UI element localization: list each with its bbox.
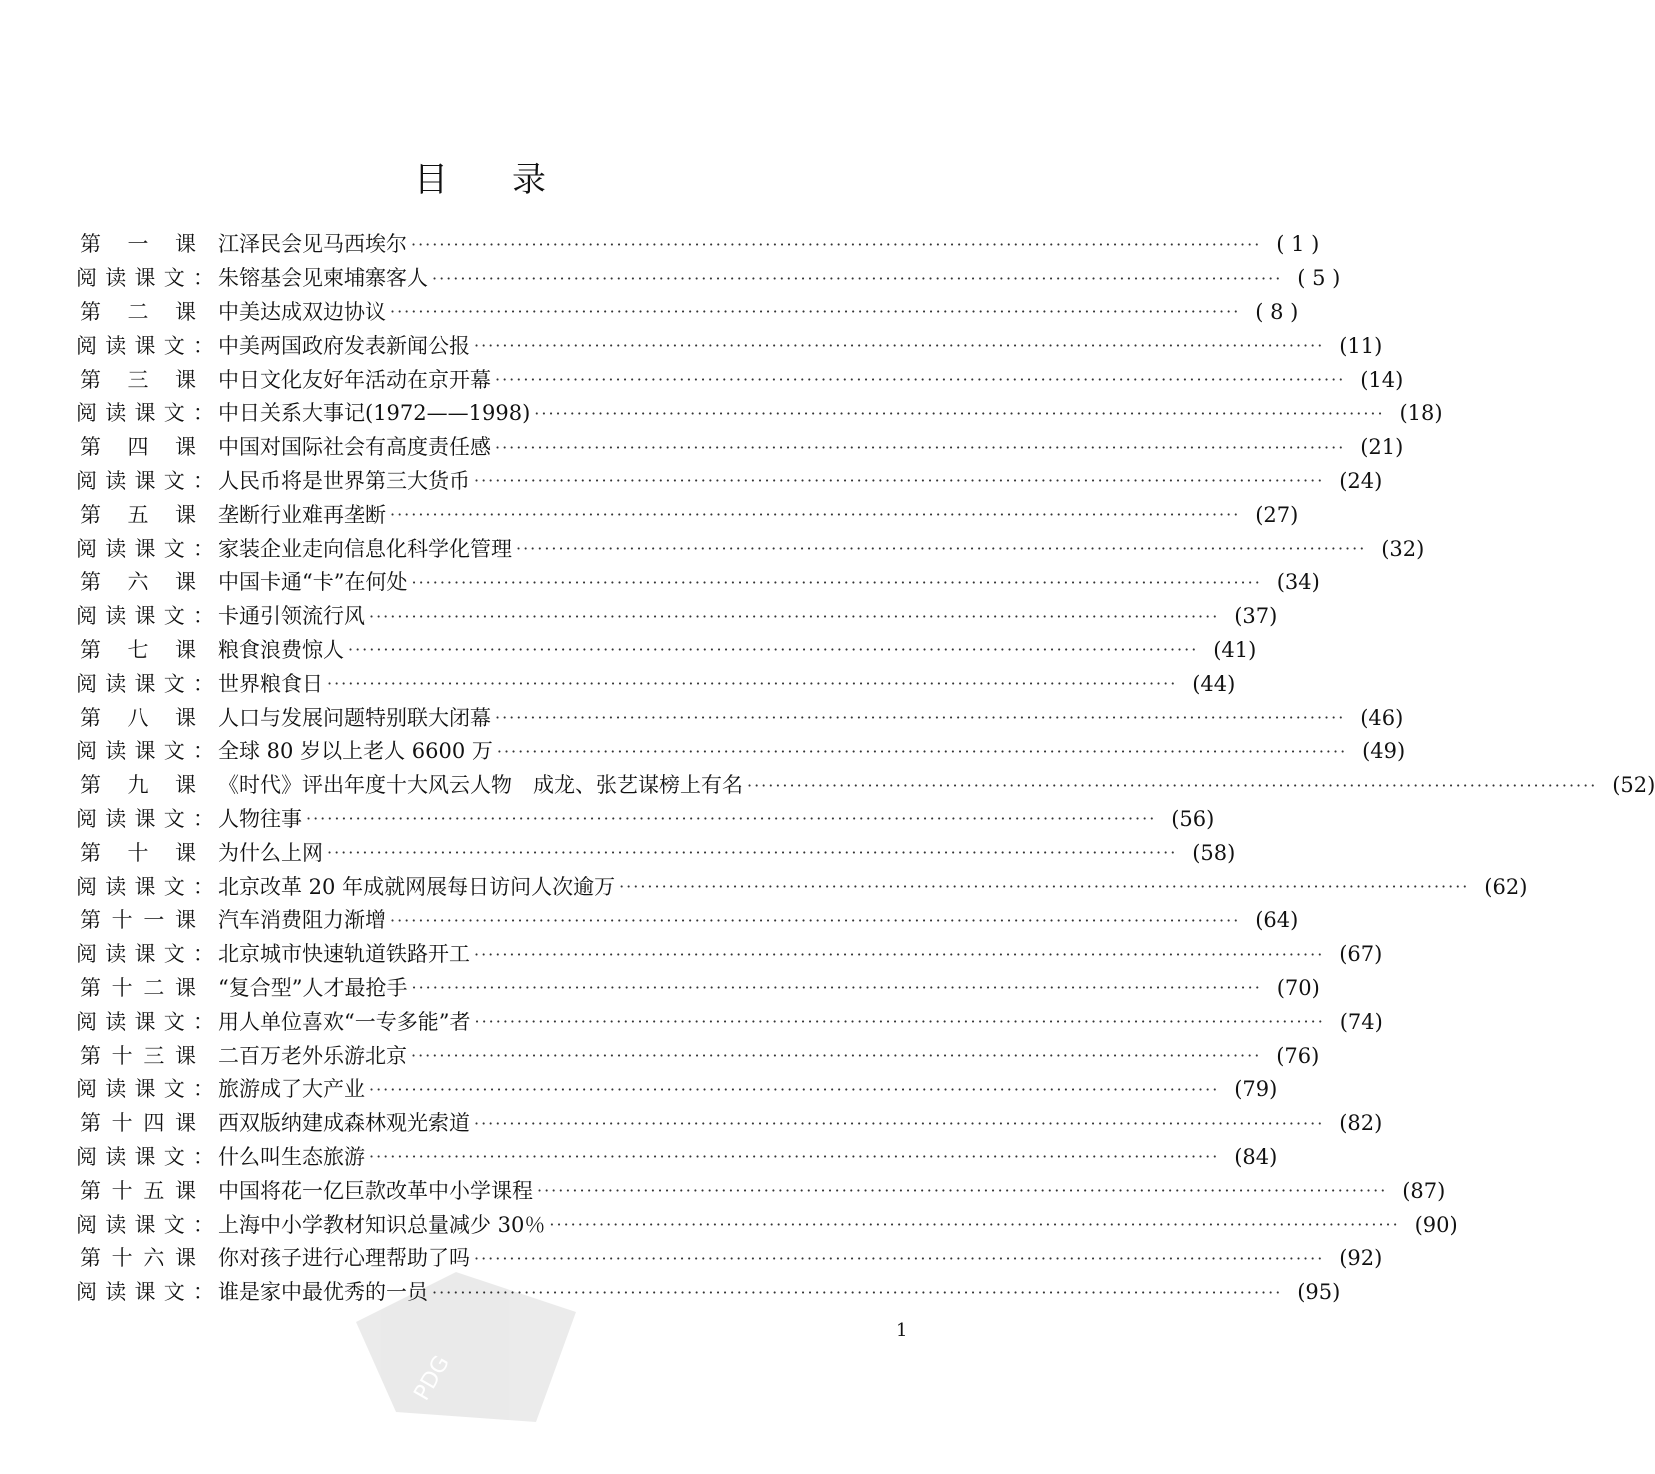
toc-entry bbox=[76, 498, 1299, 532]
dot-leader: ························································································································ bbox=[432, 1282, 1283, 1302]
dot-leader: ························································································································ bbox=[411, 1046, 1262, 1066]
toc-entry-page: (34) bbox=[1276, 570, 1320, 595]
toc-entry-page: ( 5 ) bbox=[1297, 266, 1341, 291]
toc-entry-title: 中国卡通“卡”在何处 bbox=[218, 570, 408, 595]
dot-leader: ························································································································ bbox=[495, 708, 1346, 728]
toc-entry-label: 阅 读 课 文 ： bbox=[76, 1212, 214, 1237]
toc-entry bbox=[76, 363, 1404, 397]
toc-entry-page: (67) bbox=[1339, 942, 1383, 967]
toc-entry-title: 西双版纳建成森林观光索道 bbox=[218, 1111, 470, 1136]
toc-entry bbox=[76, 904, 1299, 938]
toc-entry-title: 卡通引领流行风 bbox=[218, 604, 365, 629]
dot-leader: ························································································································ bbox=[537, 1181, 1388, 1201]
toc-entry-label: 阅 读 课 文 ： bbox=[76, 333, 214, 358]
dot-leader: ························································································································ bbox=[474, 1248, 1325, 1268]
toc-entry-page: (70) bbox=[1276, 975, 1320, 1000]
dot-leader: ························································································································ bbox=[369, 606, 1220, 626]
dot-leader: ························································································································ bbox=[474, 1113, 1325, 1133]
toc-entry-page: (32) bbox=[1381, 536, 1425, 561]
dot-leader: ························································································································ bbox=[327, 674, 1178, 694]
toc-entry-page: (87) bbox=[1402, 1178, 1446, 1203]
toc-entry-label: 第 四 课 bbox=[80, 435, 196, 460]
dot-leader: ························································································································ bbox=[306, 809, 1157, 829]
toc-entry-title: 中日文化友好年活动在京开幕 bbox=[218, 367, 491, 392]
toc-entry-page: (64) bbox=[1255, 908, 1299, 933]
svg-text:PDG: PDG bbox=[409, 1351, 455, 1405]
toc-entry-page: (41) bbox=[1213, 637, 1257, 662]
dot-leader: ························································································································ bbox=[390, 910, 1241, 930]
toc-entry-label: 第 十 五 课 bbox=[80, 1178, 196, 1203]
toc-entry bbox=[76, 1208, 1458, 1242]
toc-entry bbox=[76, 397, 1443, 431]
toc-entry-page: (21) bbox=[1360, 435, 1404, 460]
toc-entry-label: 第 十 四 课 bbox=[80, 1111, 196, 1136]
dot-leader: ························································································································ bbox=[474, 1012, 1325, 1032]
toc-entry-title: 旅游成了大产业 bbox=[218, 1077, 365, 1102]
toc-entry-title: 中美两国政府发表新闻公报 bbox=[218, 333, 470, 358]
toc-entry bbox=[76, 262, 1341, 296]
dot-leader: ························································································································ bbox=[534, 403, 1385, 423]
toc-entry-title: 世界粮食日 bbox=[218, 671, 323, 696]
toc-entry-page: (84) bbox=[1234, 1144, 1278, 1169]
toc-entry bbox=[76, 1141, 1278, 1175]
toc-entry bbox=[76, 566, 1320, 600]
toc-entry bbox=[76, 701, 1404, 735]
toc-entry-label: 阅 读 课 文 ： bbox=[76, 1144, 214, 1169]
toc-entry-label: 第 十 六 课 bbox=[80, 1246, 196, 1271]
toc-entry-page: (14) bbox=[1360, 367, 1404, 392]
toc-entry-page: (44) bbox=[1192, 671, 1236, 696]
toc-entry-title: 用人单位喜欢“一专多能”者 bbox=[218, 1009, 471, 1034]
toc-entry-title: 北京城市快速轨道铁路开工 bbox=[218, 942, 470, 967]
page-number: 1 bbox=[896, 1320, 908, 1341]
toc-entry-label: 阅 读 课 文 ： bbox=[76, 671, 214, 696]
toc-entry bbox=[76, 634, 1257, 668]
toc-entry-title: 朱镕基会见柬埔寨客人 bbox=[218, 266, 428, 291]
toc-entry bbox=[76, 870, 1528, 904]
toc-entry-label: 第 八 课 bbox=[80, 705, 196, 730]
toc-entry-page: ( 8 ) bbox=[1255, 299, 1299, 324]
title-char-2: 录 bbox=[512, 160, 546, 200]
toc-entry-title: 什么叫生态旅游 bbox=[218, 1144, 365, 1169]
toc-entry-label: 阅 读 课 文 ： bbox=[76, 739, 214, 764]
dot-leader: ························································································································ bbox=[411, 978, 1262, 998]
dot-leader: ························································································································ bbox=[411, 572, 1262, 592]
toc-entry-page: (27) bbox=[1255, 502, 1299, 527]
toc-entry-title: 中国对国际社会有高度责任感 bbox=[218, 435, 491, 460]
toc-entry-page: (90) bbox=[1414, 1212, 1458, 1237]
toc-entry bbox=[76, 1039, 1320, 1073]
dot-leader: ························································································································ bbox=[327, 843, 1178, 863]
dot-leader: ························································································································ bbox=[549, 1215, 1400, 1234]
toc-entry bbox=[76, 1005, 1383, 1039]
toc-entry bbox=[76, 938, 1383, 972]
toc-entry-title: 中日关系大事记(1972——1998) bbox=[218, 401, 531, 426]
toc-entry-page: (11) bbox=[1339, 333, 1383, 358]
toc-entry-page: (79) bbox=[1234, 1077, 1278, 1102]
toc-entry bbox=[76, 1107, 1383, 1141]
toc-entry-label: 第 十 一 课 bbox=[80, 908, 196, 933]
toc-entry-title: 人民币将是世界第三大货币 bbox=[218, 468, 470, 493]
toc-entry-page: (18) bbox=[1399, 401, 1443, 426]
toc-entry bbox=[76, 735, 1406, 769]
dot-leader: ························································································································ bbox=[474, 336, 1325, 356]
page-title bbox=[0, 152, 960, 201]
toc-entry-label: 第 十 三 课 bbox=[80, 1043, 196, 1068]
toc-entry-label: 第 十 二 课 bbox=[80, 975, 196, 1000]
toc-entry bbox=[76, 972, 1320, 1006]
toc-entry-page: (24) bbox=[1339, 468, 1383, 493]
toc-entry-page: (62) bbox=[1484, 874, 1528, 899]
dot-leader: ························································································································ bbox=[619, 877, 1470, 897]
toc-entry-label: 阅 读 课 文 ： bbox=[76, 942, 214, 967]
toc-entry-label: 阅 读 课 文 ： bbox=[76, 604, 214, 629]
dot-leader: ························································································································ bbox=[747, 775, 1598, 795]
toc-entry-label: 第 六 课 bbox=[80, 570, 196, 595]
toc-entry-label: 阅 读 课 文 ： bbox=[76, 536, 214, 561]
toc-entry-label: 第 九 课 bbox=[80, 773, 196, 798]
toc-entry bbox=[76, 600, 1278, 634]
toc-entry-title: 中国将花一亿巨款改革中小学课程 bbox=[218, 1178, 533, 1203]
toc-entry-label: 第 十 课 bbox=[80, 840, 196, 865]
toc-entry-label: 第 三 课 bbox=[80, 367, 196, 392]
dot-leader: ························································································································ bbox=[495, 370, 1346, 390]
toc-entry-title: 北京改革 20 年成就网展每日访问人次逾万 bbox=[218, 874, 616, 899]
toc-entry-label: 阅 读 课 文 ： bbox=[76, 401, 214, 426]
dot-leader: ························································································································ bbox=[411, 234, 1262, 254]
toc-entry-title: 上海中小学教材知识总量减少 30％ bbox=[218, 1212, 546, 1237]
dot-leader: ························································································································ bbox=[474, 471, 1325, 491]
toc-entry bbox=[76, 431, 1404, 465]
dot-leader: ························································································································ bbox=[348, 640, 1199, 660]
toc-entry-title: 粮食浪费惊人 bbox=[218, 637, 344, 662]
toc-entry bbox=[76, 1073, 1278, 1107]
toc-entry bbox=[76, 769, 1655, 803]
toc-entry-label: 阅 读 课 文 ： bbox=[76, 806, 214, 831]
dot-leader: ························································································································ bbox=[369, 1147, 1220, 1167]
toc-entry bbox=[76, 803, 1215, 837]
toc-entry-page: (74) bbox=[1339, 1009, 1383, 1034]
toc-entry-page: (37) bbox=[1234, 604, 1278, 629]
toc-entry-page: (76) bbox=[1276, 1043, 1320, 1068]
toc-entry-page: (49) bbox=[1362, 739, 1406, 764]
dot-leader: ························································································································ bbox=[390, 505, 1241, 525]
toc-entry bbox=[76, 532, 1425, 566]
toc-entry-label: 第 一 课 bbox=[80, 232, 196, 257]
toc-entry-title: 汽车消费阻力渐增 bbox=[218, 908, 386, 933]
toc-entry-title: “复合型”人才最抢手 bbox=[218, 975, 408, 1000]
toc-entry-label: 阅 读 课 文 ： bbox=[76, 874, 214, 899]
toc-entry bbox=[76, 836, 1236, 870]
toc-entry-label: 阅 读 课 文 ： bbox=[76, 468, 214, 493]
toc-entry-title: 《时代》评出年度十大风云人物 成龙、张艺谋榜上有名 bbox=[218, 773, 743, 798]
dot-leader: ························································································································ bbox=[474, 944, 1325, 964]
toc-entry-label: 阅 读 课 文 ： bbox=[76, 1280, 214, 1305]
toc-entry-label: 阅 读 课 文 ： bbox=[76, 266, 214, 291]
toc-entry-title: 全球 80 岁以上老人 6600 万 bbox=[218, 739, 493, 764]
toc-entry bbox=[76, 228, 1320, 262]
toc-entry-title: 人口与发展问题特别联大闭幕 bbox=[218, 705, 491, 730]
toc-entry-title: 人物往事 bbox=[218, 806, 302, 831]
dot-leader: ························································································································ bbox=[495, 437, 1346, 457]
toc-entry-title: 二百万老外乐游北京 bbox=[218, 1043, 407, 1068]
toc-entry bbox=[76, 667, 1236, 701]
toc-entry-label: 第 七 课 bbox=[80, 637, 196, 662]
toc-entry-page: (82) bbox=[1339, 1111, 1383, 1136]
toc-entry bbox=[76, 296, 1299, 330]
toc-entry-title: 你对孩子进行心理帮助了吗 bbox=[218, 1246, 470, 1271]
toc-entry-page: (58) bbox=[1192, 840, 1236, 865]
toc-entry-title: 垄断行业难再垄断 bbox=[218, 502, 386, 527]
dot-leader: ························································································································ bbox=[432, 268, 1283, 288]
toc-entry-title: 谁是家中最优秀的一员 bbox=[218, 1280, 428, 1305]
watermark-seal-icon bbox=[336, 1262, 586, 1432]
toc-entry-label: 阅 读 课 文 ： bbox=[76, 1077, 214, 1102]
toc-entry-page: (56) bbox=[1171, 806, 1215, 831]
toc-entry-page: ( 1 ) bbox=[1276, 232, 1320, 257]
toc-entry-page: (92) bbox=[1339, 1246, 1383, 1271]
table-of-contents bbox=[76, 228, 1655, 1310]
toc-entry-label: 阅 读 课 文 ： bbox=[76, 1009, 214, 1034]
toc-entry bbox=[76, 1174, 1446, 1208]
toc-entry-label: 第 五 课 bbox=[80, 502, 196, 527]
toc-entry-title: 中美达成双边协议 bbox=[218, 299, 386, 324]
dot-leader: ························································································································ bbox=[369, 1079, 1220, 1099]
toc-entry-title: 为什么上网 bbox=[218, 840, 323, 865]
dot-leader: ························································································································ bbox=[516, 539, 1367, 559]
toc-entry-title: 江泽民会见马西埃尔 bbox=[218, 232, 407, 257]
toc-entry bbox=[76, 465, 1383, 499]
dot-leader: ························································································································ bbox=[390, 302, 1241, 322]
toc-entry-page: (46) bbox=[1360, 705, 1404, 730]
dot-leader: ························································································································ bbox=[496, 741, 1348, 761]
toc-entry-title: 家装企业走向信息化科学化管理 bbox=[218, 536, 512, 561]
toc-entry-label: 第 二 课 bbox=[80, 299, 196, 324]
toc-entry-page: (52) bbox=[1612, 773, 1655, 798]
toc-entry-page: (95) bbox=[1297, 1280, 1341, 1305]
title-char-1: 目 bbox=[414, 160, 448, 200]
toc-entry bbox=[76, 329, 1383, 363]
